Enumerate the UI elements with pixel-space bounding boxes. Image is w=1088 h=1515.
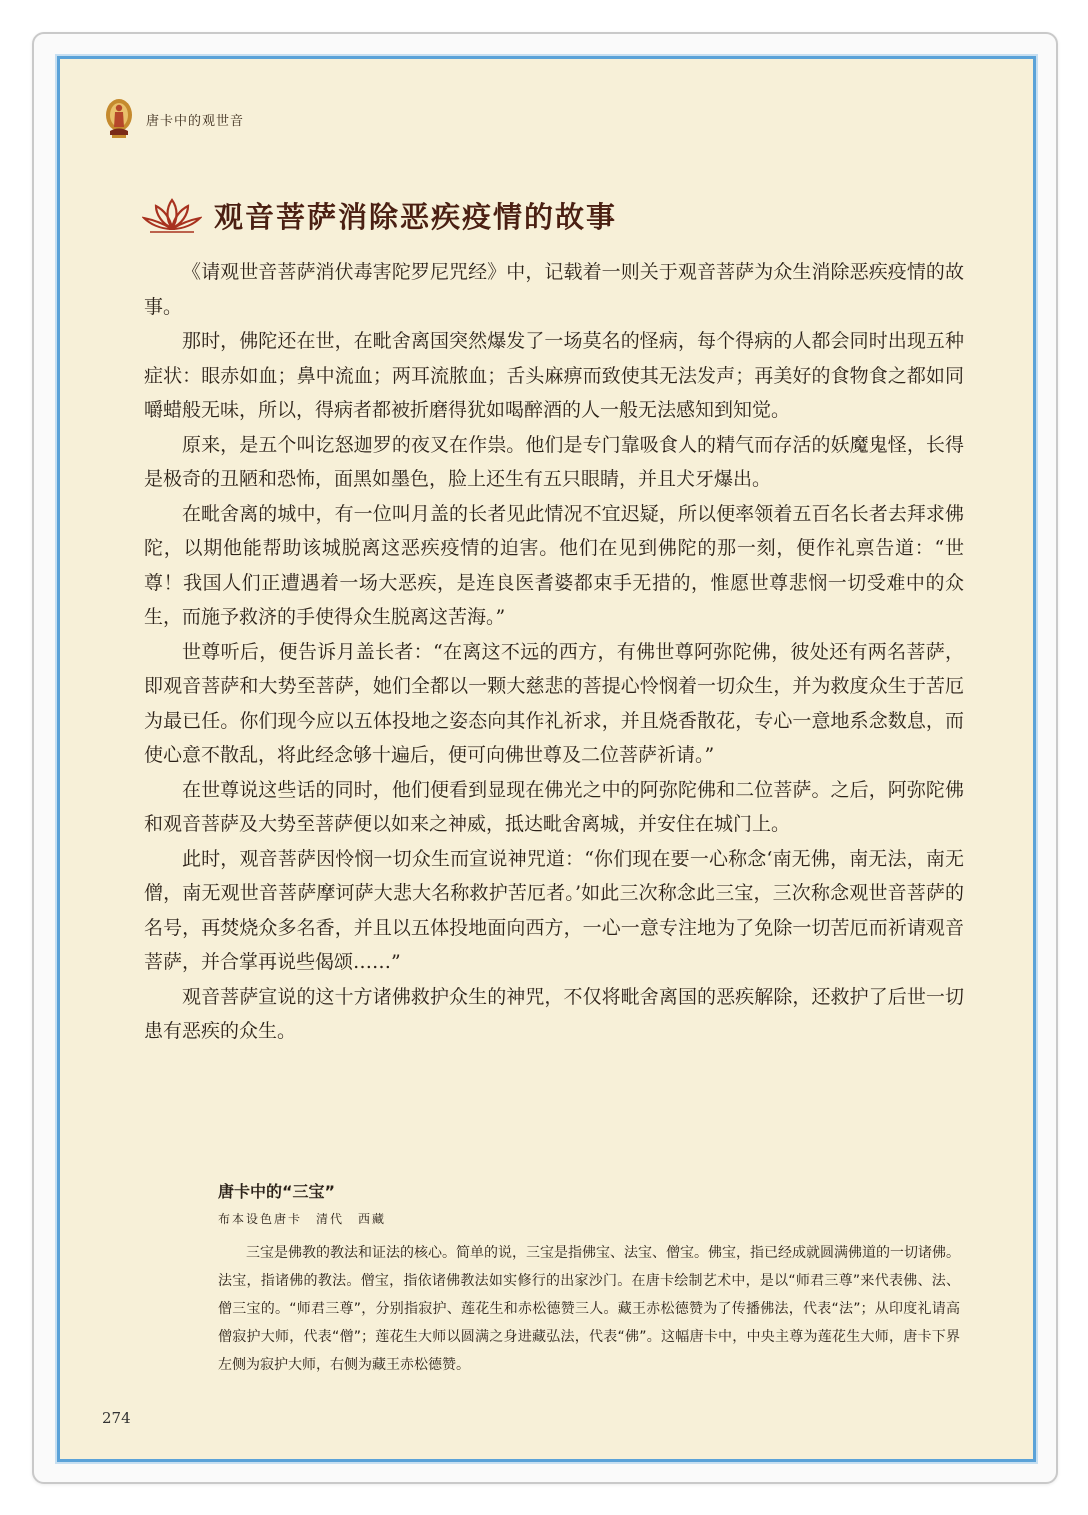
section-title: 观音菩萨消除恶疾疫情的故事 xyxy=(214,200,618,234)
paragraph: 此时，观音菩萨因怜悯一切众生而宣说神咒道：“你们现在要一心称念‘南无佛，南无法，南无僧，南无观世音菩萨摩诃萨大悲大名称救护苦厄者。’如此三次称念此三宝，三次称念观世音菩萨的名号，再焚烧众多名香，并且以五体投地面向西方，一心一意专注地为了免除一切苦厄而祈请观音菩萨，并合掌再说些偈颂……” xyxy=(144,847,964,973)
running-header-title: 唐卡中的观世音 xyxy=(146,113,245,129)
caption-subtitle: 布本设色唐卡 清代 西藏 xyxy=(218,1212,387,1226)
paragraph: 在毗舍离的城中，有一位叫月盖的长者见此情况不宜迟疑，所以便率领着五百名长者去拜求佛陀，以期他能帮助该城脱离这恶疾疫情的迫害。他们在见到佛陀的那一刻，便作礼禀告道：“世尊！我国人们正遭遇着一场大恶疾，是连良医耆婆都束手无措的，惟愿世尊悲悯一切受难中的众生，而施予救济的手使得众生脱离这苦海。” xyxy=(144,502,964,628)
guanyin-figure-icon xyxy=(104,97,134,141)
paragraph: 在世尊说这些话的同时，他们便看到显现在佛光之中的阿弥陀佛和二位菩萨。之后，阿弥陀佛和观音菩萨及大势至菩萨便以如来之神威，抵达毗舍离城，并安住在城门上。 xyxy=(144,778,964,835)
image-caption xyxy=(218,1179,960,1379)
caption-title: 唐卡中的“三宝” xyxy=(218,1182,336,1201)
paragraph: 那时，佛陀还在世，在毗舍离国突然爆发了一场莫名的怪病，每个得病的人都会同时出现五种症状：眼赤如血；鼻中流血；两耳流脓血；舌头麻痹而致使其无法发声；再美好的食物食之都如同嚼蜡般无味，所以，得病者都被折磨得犹如喝醉酒的人一般无法感知到知觉。 xyxy=(144,330,964,421)
paragraph: 观音菩萨宣说的这十方诸佛救护众生的神咒，不仅将毗舍离国的恶疾解除，还救护了后世一切患有恶疾的众生。 xyxy=(144,985,964,1042)
running-header xyxy=(104,97,244,141)
lotus-icon xyxy=(142,198,202,234)
paragraph: 《请观世音菩萨消伏毒害陀罗尼咒经》中，记载着一则关于观音菩萨为众生消除恶疾疫情的故事。 xyxy=(144,261,964,318)
paragraph: 原来，是五个叫讫怒迦罗的夜叉在作祟。他们是专门靠吸食人的精气而存活的妖魔鬼怪，长得是极奇的丑陋和恐怖，面黑如墨色，脸上还生有五只眼睛，并且犬牙爆出。 xyxy=(144,433,964,490)
story-body xyxy=(144,255,964,1049)
page-number: 274 xyxy=(102,1409,131,1427)
section-title-row xyxy=(142,195,617,236)
book-page xyxy=(57,56,1036,1462)
caption-body: 三宝是佛教的教法和证法的核心。简单的说，三宝是指佛宝、法宝、僧宝。佛宝，指已经成就圆满佛道的一切诸佛。法宝，指诸佛的教法。僧宝，指依诸佛教法如实修行的出家沙门。在唐卡绘制艺术中，是以“师君三尊”来代表佛、法、僧三宝的。“师君三尊”，分别指寂护、莲花生和赤松德赞三人。藏王赤松德赞为了传播佛法，代表“法”；从印度礼请高僧寂护大师，代表“僧”；莲花生大师以圆满之身进藏弘法，代表“佛”。这幅唐卡中，中央主尊为莲花生大师，唐卡下界左侧为寂护大师，右侧为藏王赤松德赞。 xyxy=(218,1245,960,1373)
paragraph: 世尊听后，便告诉月盖长者：“在离这不远的西方，有佛世尊阿弥陀佛，彼处还有两名菩萨，即观音菩萨和大势至菩萨，她们全都以一颗大慈悲的菩提心怜悯着一切众生，并为救度众生于苦厄为最已任。你们现今应以五体投地之姿态向其作礼祈求，并且烧香散花，专心一意地系念数息，而使心意不散乱，将此经念够十遍后，便可向佛世尊及二位菩萨祈请。” xyxy=(144,640,964,766)
